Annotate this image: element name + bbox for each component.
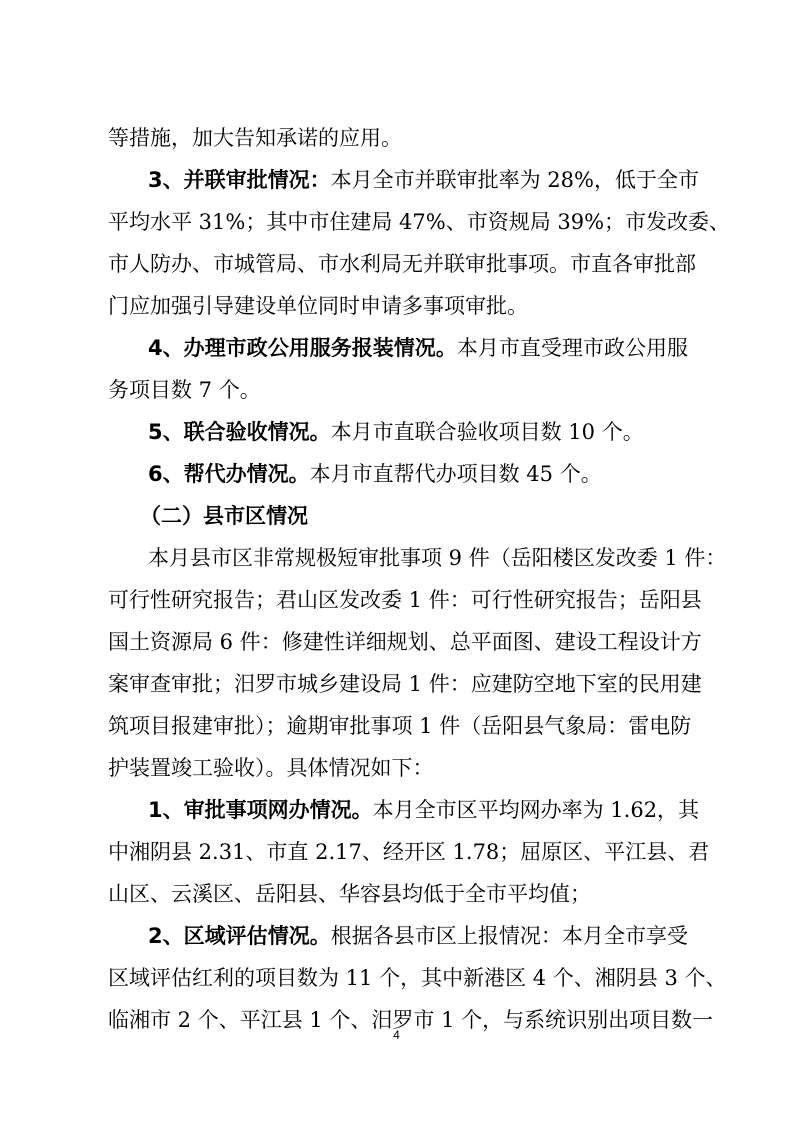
paragraph-line: 案审查审批；汨罗市城乡建设局 1 件：应建防空地下室的民用建 bbox=[108, 672, 702, 696]
paragraph-line bbox=[148, 795, 700, 825]
paragraph-line: 等措施，加大告知承诺的应用。 bbox=[108, 126, 402, 150]
section-heading: 4、办理市政公用服务报装情况。 bbox=[148, 336, 457, 360]
page-number: 4 bbox=[393, 1028, 400, 1042]
paragraph-text: 本月全市区平均网办率为 1.62，其 bbox=[372, 798, 700, 822]
paragraph-line: 国土资源局 6 件：修建性详细规划、总平面图、建设工程设计方 bbox=[108, 630, 702, 654]
paragraph-line bbox=[148, 921, 688, 951]
section-heading: 1、审批事项网办情况。 bbox=[148, 798, 373, 822]
paragraph-line: 临湘市 2 个、平江县 1 个、汨罗市 1 个，与系统识别出项目数一 bbox=[108, 1008, 714, 1032]
paragraph-text: 本月市直联合验收项目数 10 个。 bbox=[330, 420, 644, 444]
paragraph-line: 本月县市区非常规极短审批事项 9 件（岳阳楼区发改委 1 件： bbox=[148, 546, 727, 570]
paragraph-text: 根据各县市区上报情况：本月全市享受 bbox=[330, 924, 688, 948]
paragraph-line: 平均水平 31%；其中市住建局 47%、市资规局 39%；市发改委、 bbox=[108, 210, 731, 234]
section-heading: 3、并联审批情况： bbox=[148, 168, 331, 192]
paragraph-text: 本月全市并联审批率为 28%，低于全市 bbox=[330, 168, 699, 192]
paragraph-line bbox=[148, 459, 688, 489]
section-heading: 6、帮代办情况。 bbox=[148, 462, 310, 486]
paragraph-line bbox=[148, 165, 699, 195]
paragraph-text: 本月市直受理市政公用服 bbox=[456, 336, 688, 360]
paragraph-line: 可行性研究报告；君山区发改委 1 件：可行性研究报告；岳阳县 bbox=[108, 588, 702, 612]
paragraph-line: 门应加强引导建设单位同时申请多事项审批。 bbox=[108, 294, 528, 318]
paragraph-line bbox=[148, 417, 688, 447]
paragraph-line: 中湘阴县 2.31、市直 2.17、经开区 1.78；屈原区、平江县、君 bbox=[108, 840, 710, 864]
section-heading: 2、区域评估情况。 bbox=[148, 924, 331, 948]
paragraph-line: 山区、云溪区、岳阳县、华容县均低于全市平均值； bbox=[108, 882, 591, 906]
section-heading: 5、联合验收情况。 bbox=[148, 420, 331, 444]
subsection-title: （二）县市区情况 bbox=[140, 504, 308, 528]
paragraph-line: 筑项目报建审批）；逾期审批事项 1 件（岳阳县气象局：雷电防 bbox=[108, 714, 692, 738]
paragraph-line: 市人防办、市城管局、市水利局无并联审批事项。市直各审批部 bbox=[108, 252, 696, 276]
paragraph-line: 务项目数 7 个。 bbox=[108, 378, 261, 402]
paragraph-text: 本月市直帮代办项目数 45 个。 bbox=[309, 462, 602, 486]
paragraph-line bbox=[148, 333, 688, 363]
paragraph-line: 区域评估红利的项目数为 11 个，其中新港区 4 个、湘阴县 3 个、 bbox=[108, 966, 727, 990]
paragraph-line: 护装置竣工验收）。具体情况如下： bbox=[108, 756, 434, 780]
